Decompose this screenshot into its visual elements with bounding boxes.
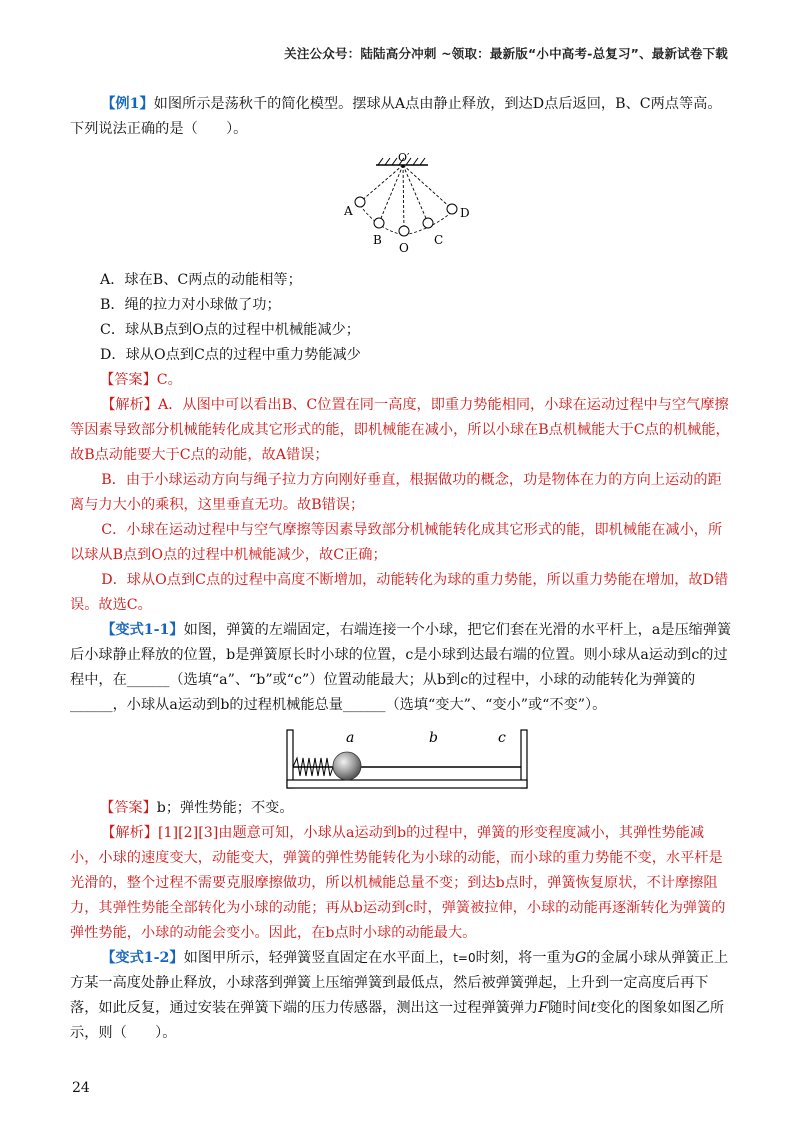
base-plate [287, 780, 527, 788]
label-a: A [344, 204, 353, 218]
answer-text: C。 [156, 372, 182, 388]
ball-d [447, 204, 457, 214]
pendulum-figure [328, 152, 478, 262]
page-content [70, 92, 732, 1046]
ball-c [423, 218, 433, 228]
label-b: B [373, 233, 382, 247]
example-1-analysis-a [70, 393, 732, 468]
example-1-question [70, 92, 732, 142]
variant-1-2-question [70, 946, 732, 1046]
analysis-label: 【解析】 [101, 825, 158, 841]
page-header: 关注公众号：陆陆高分冲刺 ~领取：最新版“小中高考-总复习”、最新试卷下载 [284, 46, 728, 61]
symbol-f: F [538, 1000, 549, 1016]
ball-o [399, 226, 409, 236]
q-text-1: 如图甲所示，轻弹簧竖直固定在水平面上， [183, 950, 454, 966]
q-text-2: 时刻，将一重为 [475, 950, 575, 966]
ball [333, 752, 361, 780]
option-a: A．球在B、C两点的动能相等； [100, 272, 302, 288]
q-text-3: 的金属小球从弹簧正上方某一高度处静止释放，小球落到弹簧上压缩弹簧到最低点，然后被弹簧弹起，上升到一定高度后再下落，如此反复，通过安装在弹簧下端的压力传感器，测出这一过程弹簧弹力 [70, 950, 729, 1016]
variant-1-1-text: 如图，弹簧的左端固定，右端连接一个小球，把它们套在光滑的水平杆上，a是压缩弹簧后小球静止释放的位置，b是弹簧原长时小球的位置，c是小球到达最右端的位置。则小球从a运动到c的过程中，在______（选填“a”、“b”或“c”）位置动能最大；从b到c的过程中，小球的动能转化为弹簧的______，小球从a运动到b的过程机械能总量______（选填“变大”、“变小”或“不变”）。 [70, 622, 732, 713]
pivot-label: O′ [398, 152, 410, 164]
option-d: D．球从O点到C点的过程中重力势能减少 [100, 347, 361, 363]
option-c: C．球从B点到O点的过程中机械能减少； [100, 322, 360, 338]
symbol-g: G [574, 950, 587, 966]
right-wall [521, 730, 527, 788]
variant-1-2-label: 【变式1-2】 [101, 950, 184, 966]
answer-text: b；弹性势能；不变。 [156, 800, 294, 816]
ball-a [355, 197, 365, 207]
page-number: 24 [72, 1080, 90, 1096]
variant-1-1-question [70, 618, 732, 718]
answer-label: 【答案】 [100, 372, 157, 388]
label-o: O [399, 241, 409, 255]
example-1-text: 如图所示是荡秋千的简化模型。摆球从A点由静止释放，到达D点后返回，B、C两点等高。下列说法正确的是（ ）。 [70, 96, 722, 137]
label-b: b [429, 730, 438, 746]
answer-label: 【答案】 [100, 800, 157, 816]
q-text-5: 变化的图象如图乙所示，则（ ）。 [70, 1000, 725, 1041]
example-1-analysis-c: C．小球在运动过程中与空气摩擦等因素导致部分机械能转化成其它形式的能，即机械能在减小，所以球从B点到O点的过程中机械能减少，故C正确； [70, 522, 723, 563]
label-a: a [346, 730, 355, 746]
pendulum-strings [360, 165, 452, 231]
analysis-text-a: A．从图中可以看出B、C位置在同一高度，即重力势能相同，小球在运动过程中与空气摩擦等因素导致部分机械能转化成其它形式的能，即机械能在减小，所以小球在B点机械能大于C点的机械能，故B点动能要大于C点的动能，故A错误； [70, 397, 730, 463]
variant-1-1-analysis [70, 821, 732, 946]
analysis-label: 【解析】 [101, 397, 158, 413]
option-b: B．绳的拉力对小球做了功； [100, 297, 281, 313]
example-1-answer [70, 368, 732, 393]
label-c: C [434, 233, 444, 247]
spring-figure [285, 728, 535, 792]
t0-formula: t=0 [453, 951, 476, 965]
analysis-text: [1][2][3]由题意可知，小球从a运动到b的过程中，弹簧的形变程度减小，其弹性势能减小，小球的速度变大，动能变大，弹簧的弹性势能转化为小球的动能，而小球的重力势能不变，水平杆是光滑的，整个过程不需要克服摩擦做功，所以机械能总量不变；到达b点时，弹簧恢复原状，不计摩擦阻力，其弹性势能全部转化为小球的动能；再从b运动到c时，弹簧被拉伸，小球的动能再逐渐转化为弹簧的弹性势能，小球的动能会变小。因此，在b点时小球的动能最大。 [70, 825, 726, 941]
variant-1-1-answer [70, 796, 732, 821]
ball-b [374, 218, 384, 228]
example-1-analysis-d: D．球从O点到C点的过程中高度不断增加，动能转化为球的重力势能，所以重力势能在增加，故D错误。故选C。 [70, 572, 729, 613]
symbol-t: t [590, 1000, 597, 1016]
label-c: c [498, 730, 506, 746]
q-text-4: 随时间 [548, 1000, 591, 1016]
variant-1-1-label: 【变式1-1】 [101, 622, 184, 638]
left-wall [287, 730, 293, 788]
example-1-analysis-b: B．由于小球运动方向与绳子拉力方向刚好垂直，根据做功的概念，功是物体在力的方向上运动的距离与力大小的乘积，这里垂直无功。故B错误； [70, 472, 722, 513]
example-1-label: 【例1】 [101, 96, 154, 112]
label-d: D [460, 206, 470, 220]
